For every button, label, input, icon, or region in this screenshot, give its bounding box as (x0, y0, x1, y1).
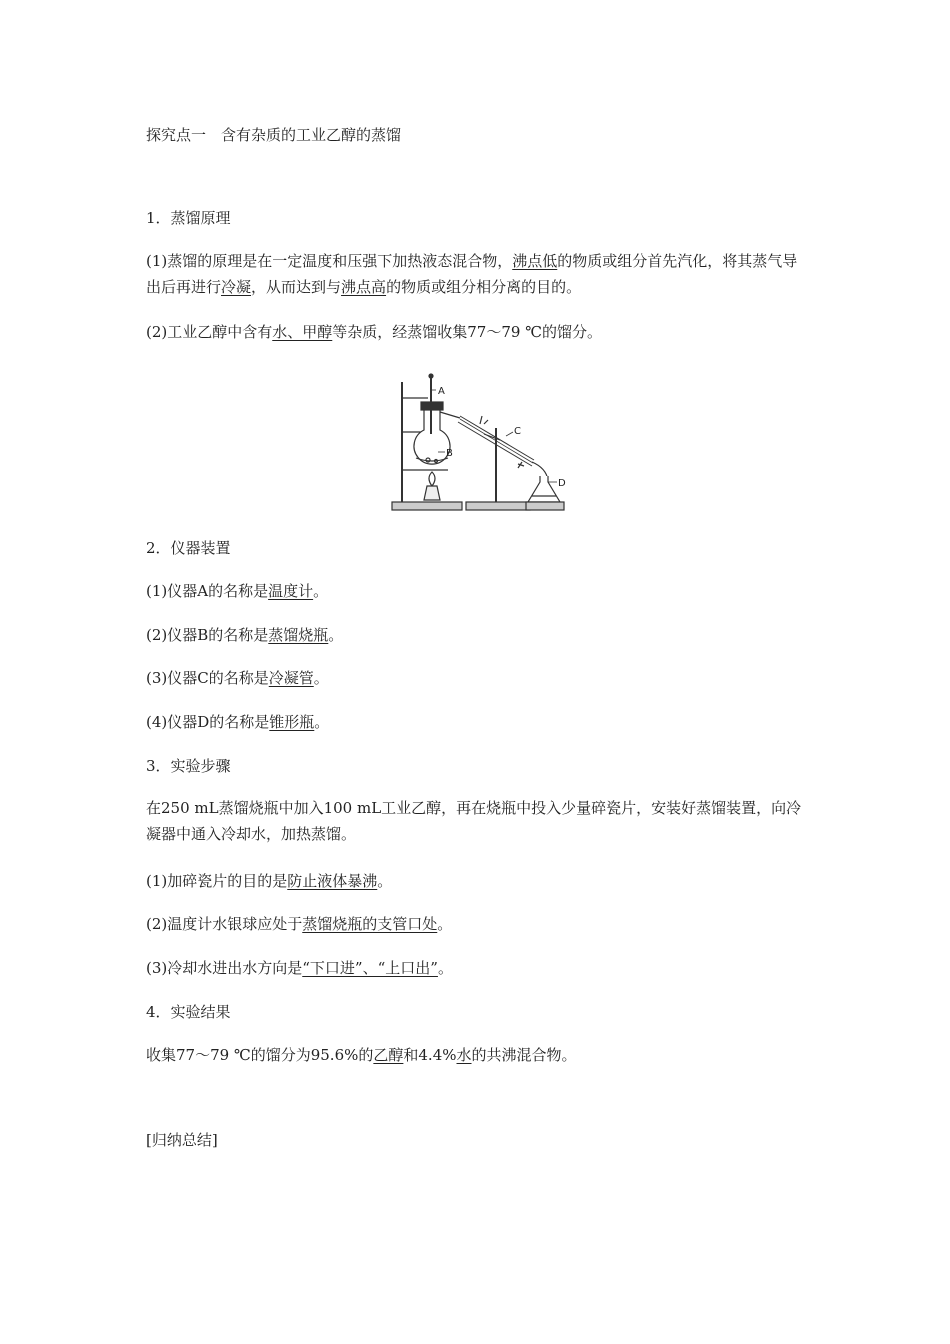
answer-blank: 沸点高 (341, 278, 387, 296)
answer-blank: 防止液体暴沸 (287, 872, 378, 890)
answer-blank: 水 (456, 1046, 472, 1064)
s3-item-1: (1)加碎瓷片的目的是防止液体暴沸。 (146, 872, 393, 890)
s2-title: 2．仪器装置 (146, 539, 231, 557)
receiving-flask (528, 476, 560, 502)
s3-item-3: (3)冷却水进出水方向是“下口进”、“上口出”。 (146, 959, 453, 977)
answer-blank: 冷凝 (221, 278, 252, 296)
answer-blank: “下口进”、“上口出” (302, 959, 438, 977)
answer-blank: 水、甲醇 (272, 323, 333, 341)
s2-item-4: (4)仪器D的名称是锥形瓶。 (146, 713, 330, 731)
burner (424, 486, 440, 500)
s1-paragraph-1: (1)蒸馏的原理是在一定温度和压强下加热液态混合物，沸点低的物质或组分首先汽化，将其蒸气导出后再进行冷凝，从而达到与沸点高的物质或组分相分离的目的。 (146, 252, 798, 296)
answer-blank: 温度计 (268, 582, 314, 600)
answer-blank: 蒸馏烧瓶的支管口处 (302, 915, 438, 933)
s3-intro: 在250 mL蒸馏烧瓶中加入100 mL工业乙醇，再在烧瓶中投入少量碎瓷片，安装好蒸馏装置，向冷凝器中通入冷却水，加热蒸馏。 (146, 799, 802, 843)
label-C: C (514, 426, 521, 437)
label-D: D (558, 478, 566, 489)
label-B: B (446, 448, 453, 459)
stand-base (392, 502, 462, 510)
s4-text: 收集77～79 ℃的馏分为95.6%的乙醇和4.4%水的共沸混合物。 (146, 1046, 577, 1064)
answer-blank: 乙醇 (373, 1046, 404, 1064)
s4-title: 4．实验结果 (146, 1003, 231, 1021)
s3-title: 3．实验步骤 (146, 757, 231, 775)
s2-item-3: (3)仪器C的名称是冷凝管。 (146, 669, 329, 687)
s1-title: 1．蒸馏原理 (146, 209, 231, 227)
s2-item-1: (1)仪器A的名称是温度计。 (146, 582, 329, 600)
answer-blank: 沸点低 (512, 252, 558, 270)
answer-blank: 冷凝管 (268, 669, 314, 687)
s1-paragraph-2: (2)工业乙醇中含有水、甲醇等杂质，经蒸馏收集77～79 ℃的馏分。 (146, 323, 602, 341)
s2-item-2: (2)仪器B的名称是蒸馏烧瓶。 (146, 626, 344, 644)
summary-heading: [归纳总结] (146, 1131, 218, 1149)
label-A: A (438, 386, 445, 397)
s3-item-2: (2)温度计水银球应处于蒸馏烧瓶的支管口处。 (146, 915, 453, 933)
distillation-apparatus-figure (388, 372, 583, 514)
section-heading: 探究点一 含有杂质的工业乙醇的蒸馏 (146, 126, 402, 144)
answer-blank: 锥形瓶 (269, 713, 315, 731)
answer-blank: 蒸馏烧瓶 (268, 626, 329, 644)
